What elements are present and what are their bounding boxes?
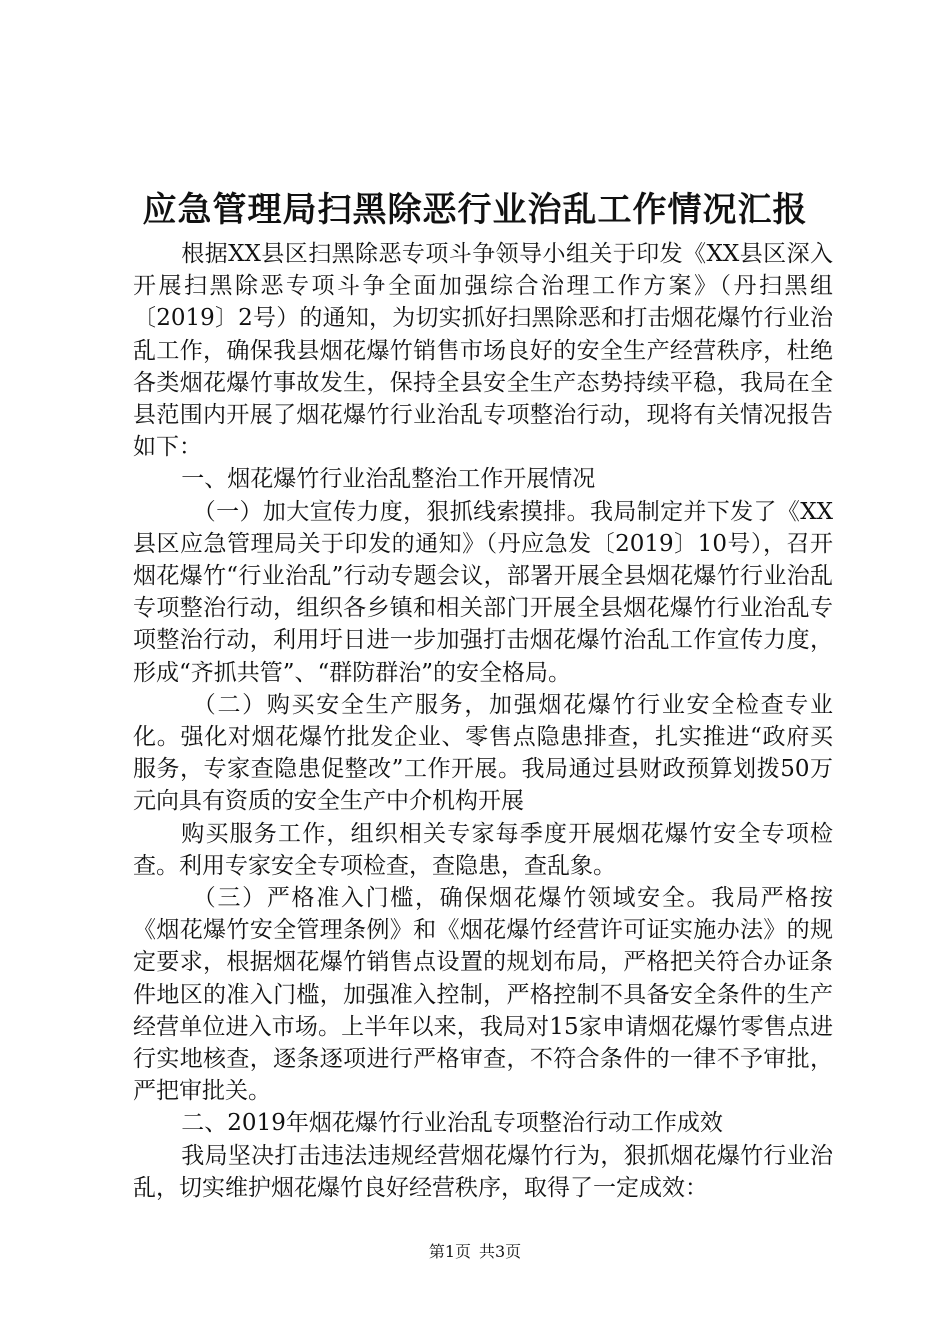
paragraph-item-2-continued: 购买服务工作，组织相关专家每季度开展烟花爆竹安全专项检查。利用专家安全专项检查，查隐患，查乱象。 [133,820,833,879]
document-body [133,238,833,1204]
document-title: 应急管理局扫黑除恶行业治乱工作情况汇报 [142,190,808,230]
paragraph-intro: 根据XX县区扫黑除恶专项斗争领导小组关于印发《XX县区深入开展扫黑除恶专项斗争全面加强综合治理工作方案》（丹扫黑组〔2019〕2号）的通知，为切实抓好扫黑除恶和打击烟花爆竹行业治乱工作，确保我县烟花爆竹销售市场良好的安全生产经营秩序，杜绝各类烟花爆竹事故发生，保持全县安全生产态势持续平稳，我局在全县范围内开展了烟花爆竹行业治乱专项整治行动，现将有关情况报告如下： [133,241,833,461]
paragraph-item-2: （二）购买安全生产服务，加强烟花爆竹行业安全检查专业化。强化对烟花爆竹批发企业、零售点隐患排查，扎实推进“政府买服务，专家查隐患促整改”工作开展。我局通过县财政预算划拨50万元向具有资质的安全生产中介机构开展 [133,691,833,815]
section-heading-2: 二、2019年烟花爆竹行业治乱专项整治行动工作成效 [181,1110,723,1137]
page-number: 第1页 [428,1242,471,1261]
section-heading-1: 一、烟花爆竹行业治乱整治工作开展情况 [181,466,596,493]
paragraph-item-1: （一）加大宣传力度，狠抓线索摸排。我局制定并下发了《XX县区应急管理局关于印发的通知》（丹应急发〔2019〕10号），召开烟花爆竹“行业治乱”行动专题会议，部署开展全县烟花爆竹行业治乱专项整治行动，组织各乡镇和相关部门开展全县烟花爆竹行业治乱专项整治行动，利用圩日进一步加强打击烟花爆竹治乱工作宣传力度，形成“齐抓共管”、“群防群治”的安全格局。 [133,498,833,686]
total-pages: 共3页 [479,1242,522,1261]
paragraph-results: 我局坚决打击违法违规经营烟花爆竹行为，狠抓烟花爆竹行业治乱，切实维护烟花爆竹良好经营秩序，取得了一定成效： [133,1142,833,1201]
paragraph-item-3: （三）严格准入门槛，确保烟花爆竹领域安全。我局严格按《烟花爆竹安全管理条例》和《烟花爆竹经营许可证实施办法》的规定要求，根据烟花爆竹销售点设置的规划布局，严格把关符合办证条件地区的准入门槛，加强准入控制，严格控制不具备安全条件的生产经营单位进入市场。上半年以来，我局对15家申请烟花爆竹零售点进行实地核查，逐条逐项进行严格审查，不符合条件的一律不予审批，严把审批关。 [133,885,833,1105]
page-footer [0,1241,950,1263]
